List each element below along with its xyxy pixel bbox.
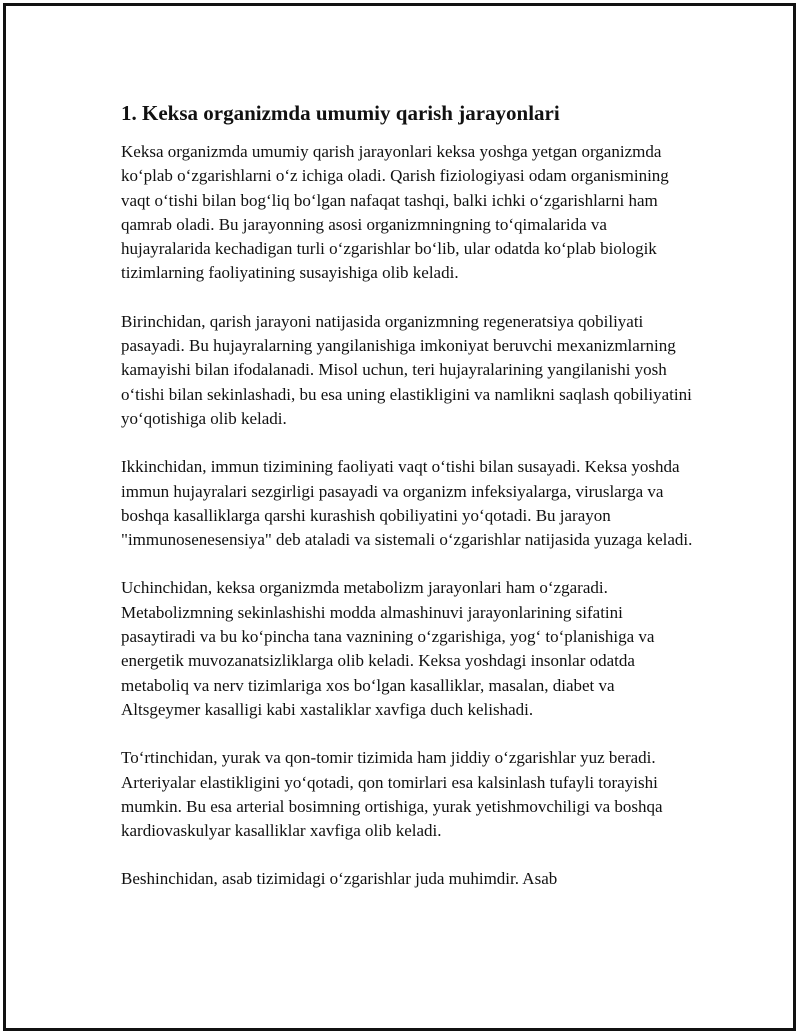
paragraph-fifth: Beshinchidan, asab tizimidagi o‘zgarishlar juda muhimdir. Asab [121,869,558,889]
paragraph-intro: Keksa organizmda umumiy qarish jarayonlari keksa yoshga yetgan organizmda ko‘plab o‘zgarishlarni o‘z ichiga oladi. Qarish fiziologiyasi odam organismining vaqt o‘tishi bilan bog‘liq bo‘lgan nafaqat tashqi, balki ichki o‘zgarishlarni ham qamrab oladi. Bu jarayonning asosi organizmningning to‘qimalarida va hujayralarida kechadigan turli o‘zgarishlar bo‘lib, ular odatda ko‘plab biologik tizimlarning faoliyatining susayishiga olib keladi. [121,142,669,283]
paragraph-first: Birinchidan, qarish jarayoni natijasida organizmning regeneratsiya qobiliyati pasayadi. Bu hujayralarning yangilanishiga imkoniyat beruvchi mexanizmlarning kamayishi bilan ifodalanadi. Misol uchun, teri hujayralarining yangilanishi yosh o‘tishi bilan sekinlashadi, bu esa uning elastikligini va namlikni saqlash qobiliyatini yo‘qotishiga olib keladi. [121,311,692,428]
document-body [121,98,696,916]
document-title: 1. Keksa organizmda umumiy qarish jarayonlari [121,101,560,125]
paragraph-third: Uchinchidan, keksa organizmda metabolizm jarayonlari ham o‘zgaradi. Metabolizmning sekinlashishi modda almashinuvi jarayonlarining sifatini pasaytiradi va bu ko‘pincha tana vaznining o‘zgarishiga, yog‘ to‘planishiga va energetik muvozanatsizliklarga olib keladi. Keksa yoshdagi insonlar odatda metaboliq va nerv tizimlariga xos bo‘lgan kasalliklar, masalan, diabet va Altsgeymer kasalligi kabi xastaliklar xavfiga duch kelishadi. [121,578,655,719]
page-frame [3,3,796,1031]
paragraph-fourth: To‘rtinchidan, yurak va qon-tomir tizimida ham jiddiy o‘zgarishlar yuz beradi. Arteriyalar elastikligini yo‘qotadi, qon tomirlari esa kalsinlash tufayli torayishi mumkin. Bu esa arterial bosimning ortishiga, yurak yetishmovchiligi va boshqa kardiovaskulyar kasalliklar xavfiga olib keladi. [121,748,663,841]
paragraph-second: Ikkinchidan, immun tizimining faoliyati vaqt o‘tishi bilan susayadi. Keksa yoshda immun hujayralari sezgirligi pasayadi va organizm infeksiyalarga, viruslarga va boshqa kasalliklarga qarshi kurashish qobiliyatini yo‘qotadi. Bu jarayon "immunosenesensiya" deb ataladi va sistemali o‘zgarishlar natijasida yuzaga keladi. [121,457,693,550]
